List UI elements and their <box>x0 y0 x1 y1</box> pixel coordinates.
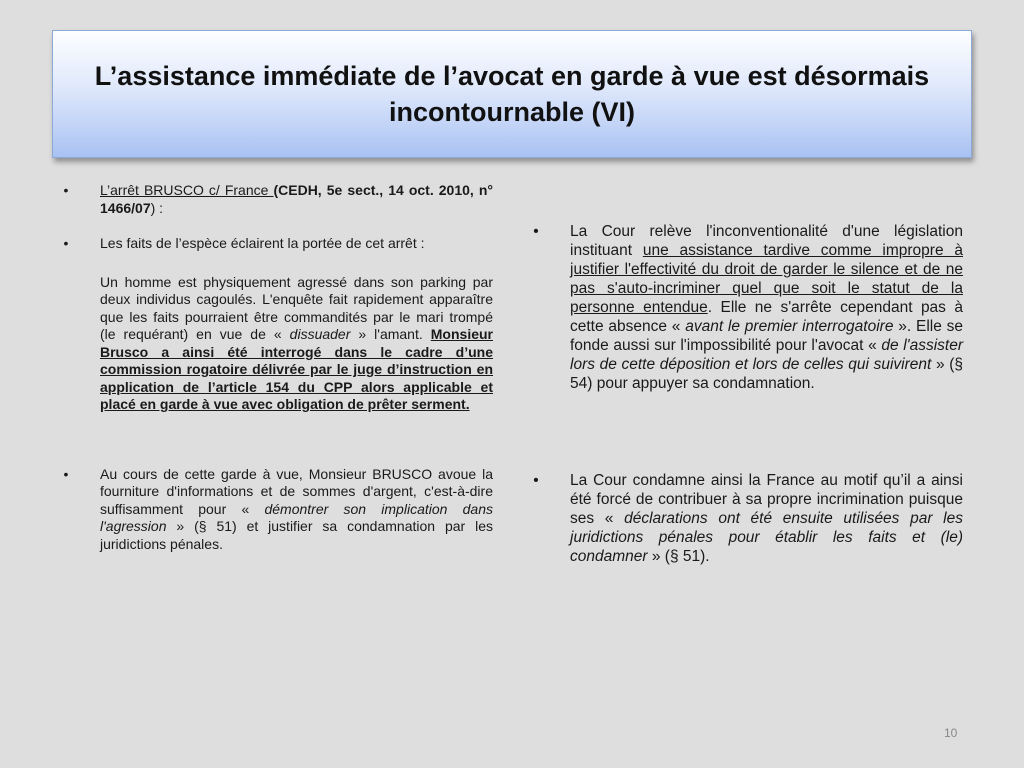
finding-text-4: » (§ 54) pour appuyer sa condamnation. <box>570 356 964 392</box>
conviction-text-2: » (§ 51). <box>647 548 710 565</box>
open-paren: ( <box>273 182 279 198</box>
bullet-icon: • <box>63 235 69 251</box>
facts-text-2: » l'amant. <box>350 326 431 342</box>
page-number: 10 <box>944 726 958 740</box>
left-column <box>60 182 493 553</box>
list-item-facts-intro <box>60 235 493 253</box>
custody-text-1: Au cours de cette garde à vue, Monsieur BRUSCO avoue la fourniture d'informations et de sommes d'argent, c'est-à-dire suffisamment pour « <box>100 465 493 517</box>
finding-underlined: une assistance tardive comme impropre à justifier l'effectivité du droit de garder le silence et de ne pas s'auto-incriminer quel que soit le statut de la personne entendue <box>570 242 963 316</box>
finding-quote-1: avant le premier interrogatoire <box>685 318 894 335</box>
case-citation: CEDH, 5e sect., 14 oct. 2010, n° 1466/07 <box>100 182 494 216</box>
title-box <box>52 30 972 158</box>
list-item-court-conviction <box>530 471 963 566</box>
conviction-quote: déclarations ont été ensuite utilisées par les juridictions pénales pour établir les faits et (le) condamner <box>570 510 963 565</box>
bullet-icon: • <box>63 465 69 482</box>
custody-text-2: » (§ 51) et justifier sa condamnation par les juridictions pénales. <box>100 518 493 552</box>
case-name: L’arrêt BRUSCO c/ France <box>100 182 274 198</box>
right-column <box>530 222 963 566</box>
facts-paragraph <box>60 274 493 414</box>
finding-text-2: . Elle ne s'arrête cependant pas à cette absence « <box>570 299 963 335</box>
slide-title: L’assistance immédiate de l’avocat en garde à vue est désormais incontournable (VI) <box>94 61 930 127</box>
conviction-text-1: La Cour condamne ainsi la France au motif qu’il a ainsi été forcé de contribuer à sa propre incrimination puisque ses « <box>570 472 963 527</box>
facts-emphasis: Monsieur Brusco a ainsi été interrogé dans le cadre d’une commission rogatoire délivrée par le juge d’instruction en application de l’article 154 du CPP alors applicable et placé en garde à vue avec obligation de prêter serment. <box>100 326 493 412</box>
list-item-case <box>60 182 493 217</box>
facts-intro-text: Les faits de l’espèce éclairent la portée de cet arrêt : <box>100 235 425 251</box>
list-item-court-finding <box>530 222 963 393</box>
bullet-icon: • <box>533 472 539 489</box>
custody-quote: démontrer son implication dans l'agression <box>100 500 493 534</box>
case-citation-close: ) : <box>150 199 164 216</box>
finding-quote-2: de l'assister lors de cette déposition et lors de celles qui suivirent <box>570 337 964 373</box>
list-item-custody <box>60 466 493 554</box>
facts-text-1: Un homme est physiquement agressé dans son parking par deux individus cagoulés. L'enquête fait rapidement apparaître que les faits pourraient être commandités par le mari trompé (le requérant) en vue de « <box>100 273 493 342</box>
bullet-icon: • <box>63 182 69 198</box>
finding-text-3: ». Elle se fonde aussi sur l'impossibilité pour l'avocat « <box>570 318 963 354</box>
bullet-icon: • <box>533 223 539 240</box>
finding-text-1: La Cour relève l'inconventionalité d'une législation instituant <box>570 223 963 259</box>
facts-quote: dissuader <box>289 326 351 342</box>
